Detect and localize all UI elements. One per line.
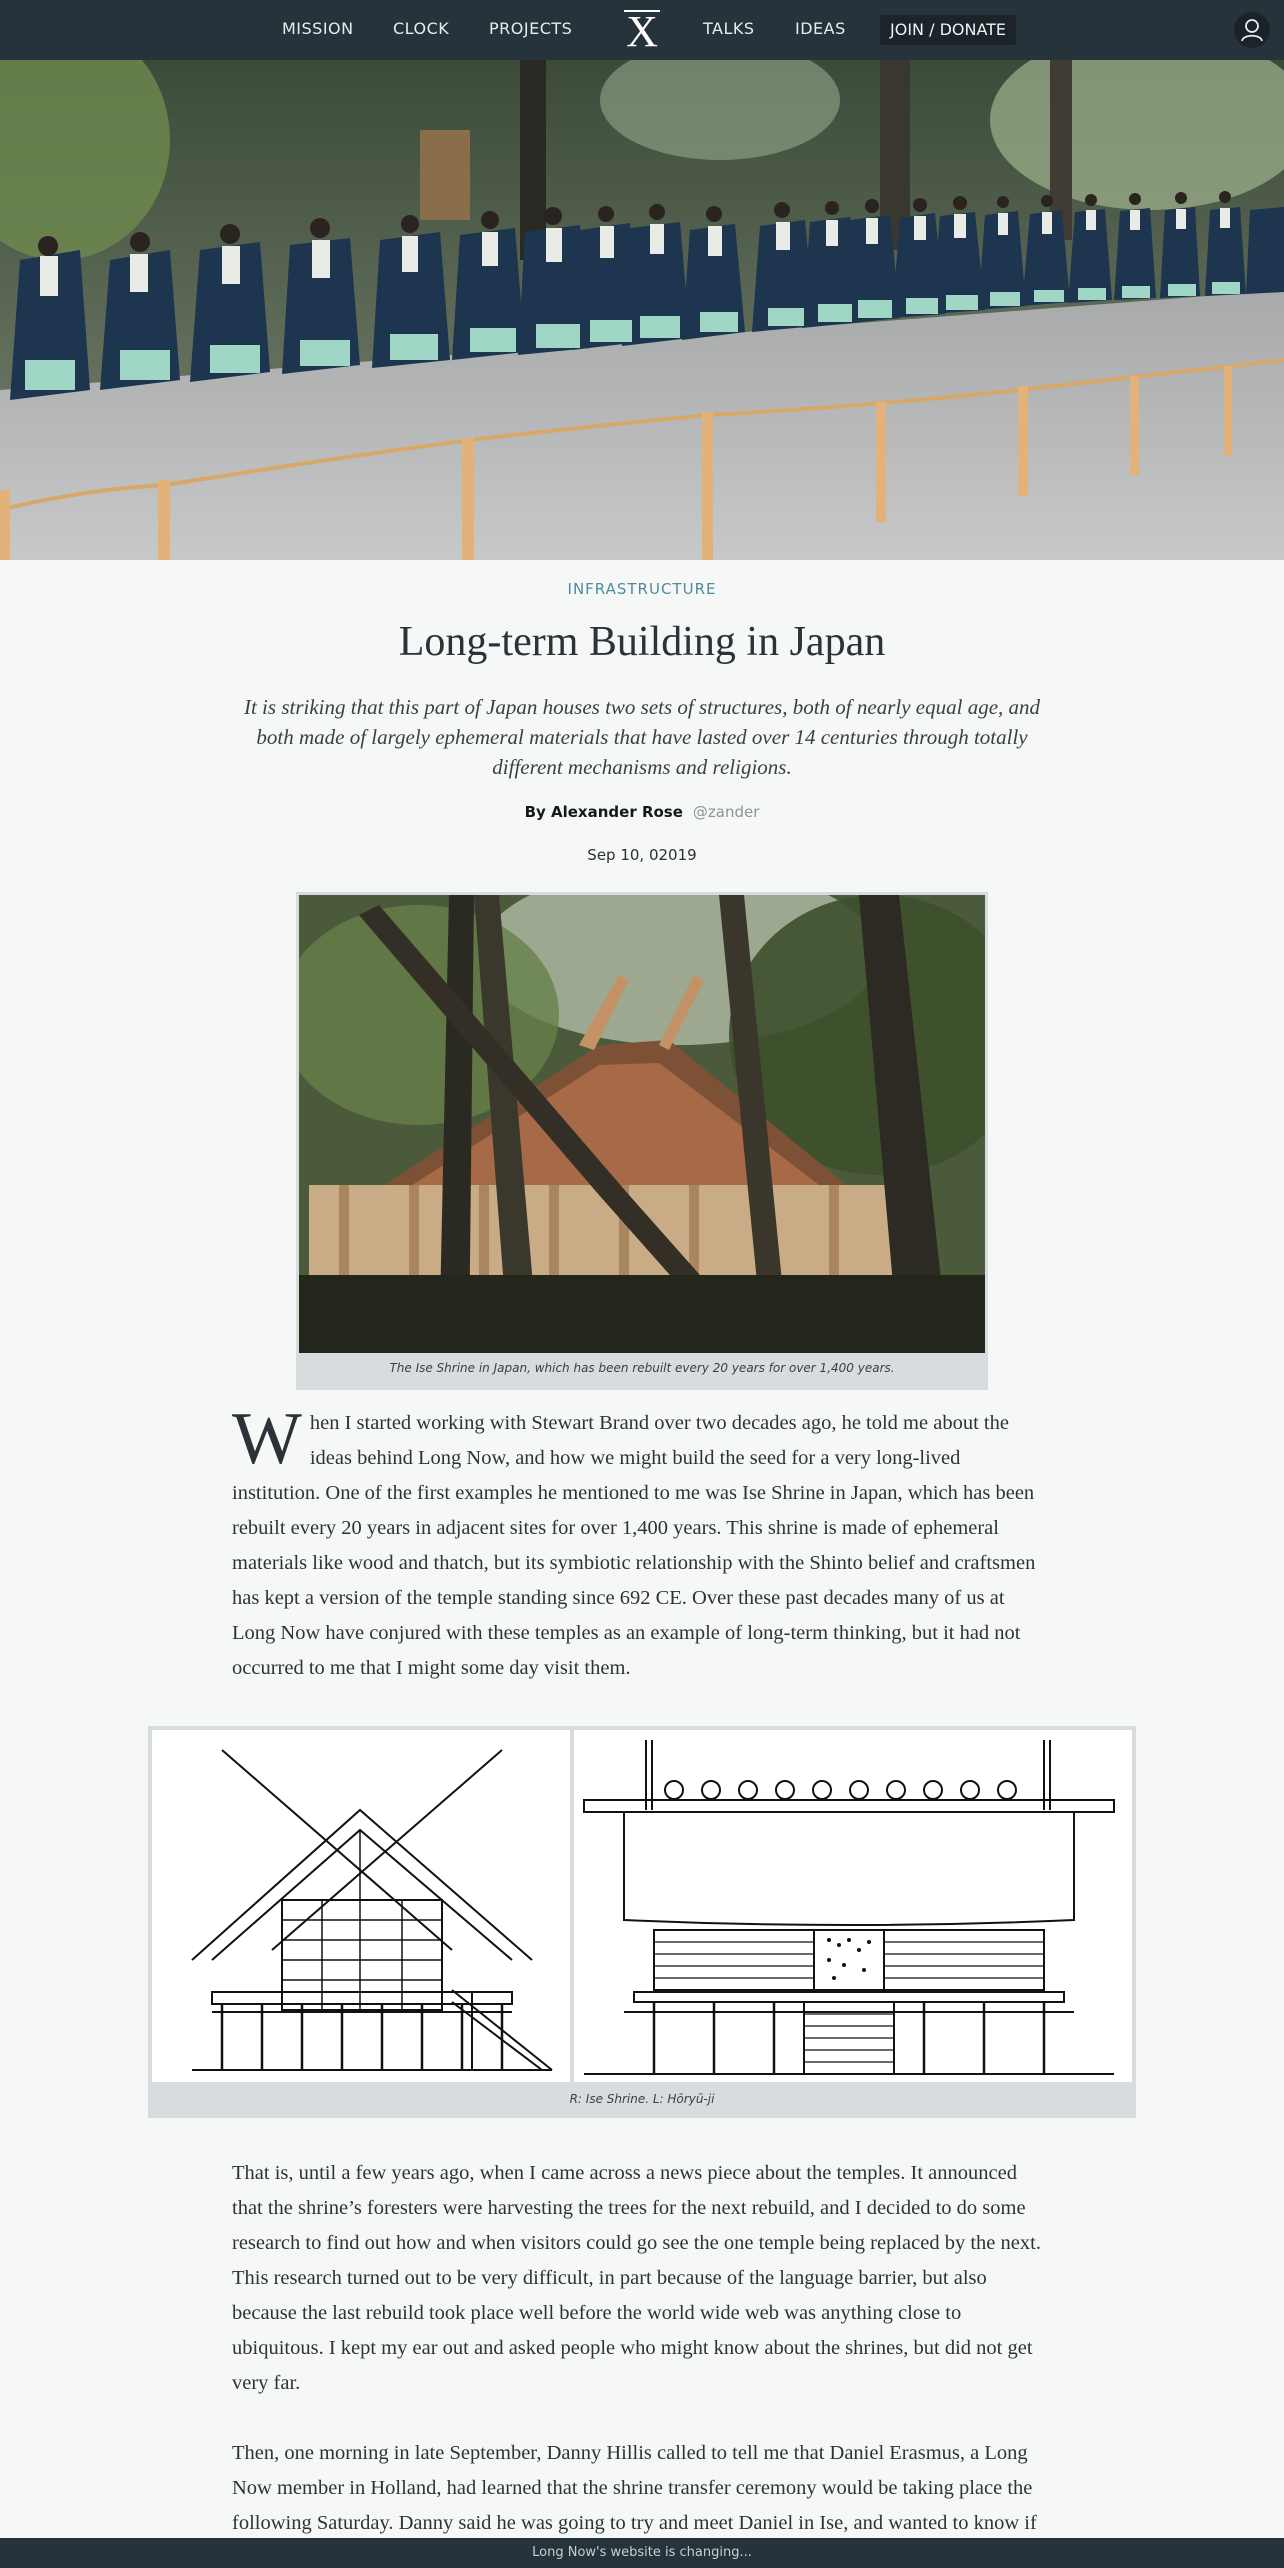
article-subtitle: It is striking that this part of Japan houses two sets of structures, both of nearly equal age, and both made of largely ephemeral materials that have lasted over 14 centuries through totally different mechanisms and religions. (243, 695, 1041, 779)
nav-talks[interactable]: TALKS (703, 19, 755, 38)
publish-date: Sep 10, 02019 (587, 846, 697, 864)
author-handle[interactable]: @zander (692, 803, 760, 821)
top-navigation (0, 0, 1284, 60)
body-paragraph-2: That is, until a few years ago, when I came across a news piece about the temples. It announced that the shrine’s foresters were harvesting the trees for the next rebuild, and I decided to do some research to find out how and when visitors could go see the one temple being replaced by the next. This research turned out to be very difficult, in part because of the language barrier, but also because the last rebuild took place well before the world wide web was anything close to ubiquitous. I kept my ear out and asked people who might know about the shrines, but did not get very far. (232, 2162, 1041, 2394)
drop-cap: W (232, 1398, 302, 1480)
body-paragraph-1 (232, 1398, 1052, 1686)
join-donate-button[interactable]: JOIN / DONATE (880, 15, 1016, 45)
site-change-banner[interactable]: Long Now's website is changing... (0, 2538, 1284, 2568)
nav-mission[interactable]: MISSION (282, 19, 354, 38)
article-category[interactable]: INFRASTRUCTURE (567, 580, 717, 598)
nav-ideas[interactable]: IDEAS (795, 19, 846, 38)
horyuji-drawing (152, 1730, 570, 2082)
byline (0, 803, 1284, 821)
hero-image (0, 60, 1284, 560)
ise-shrine-photo (299, 895, 985, 1353)
figure-ise-shrine (296, 892, 988, 1390)
ise-shrine-drawing (574, 1730, 1132, 2082)
svg-text:X: X (626, 7, 658, 54)
paragraph-1-text: hen I started working with Stewart Brand over two decades ago, he told me about the ideas behind Long Now, and how we might build the seed for a very long-lived institution. One of the first examples he mentioned to me was Ise Shrine in Japan, which has been rebuilt every 20 years in adjacent sites for over 1,400 years. This shrine is made of ephemeral materials like wood and thatch, but its symbiotic relationship with the Shinto belief and craftsmen has kept a version of the temple standing since 692 CE. Over these past decades many of us at Long Now have conjured with these temples as an example of long-term thinking, but it had not occurred to me that I might some day visit them. (232, 1412, 1036, 1679)
nav-clock[interactable]: CLOCK (393, 19, 450, 38)
user-icon (1234, 12, 1270, 48)
long-now-logo[interactable] (620, 6, 664, 54)
figure1-caption: The Ise Shrine in Japan, which has been rebuilt every 20 years for over 1,400 years. (389, 1361, 895, 1375)
body-paragraph-3: Then, one morning in late September, Danny Hillis called to tell me that Daniel Erasmus, a Long Now member in Holland, had learned that the shrine transfer ceremony would be taking place the following Saturday. Danny said he was going to try and meet Daniel in Ise, and wanted to know if (232, 2442, 1037, 2534)
figure2-caption: R: Ise Shrine. L: Hōryū-ji (569, 2092, 715, 2106)
author-name[interactable]: By Alexander Rose (524, 803, 683, 821)
figure-temple-drawings (148, 1726, 1136, 2118)
nav-projects[interactable]: PROJECTS (489, 19, 573, 38)
account-button[interactable] (1234, 12, 1270, 48)
article-title: Long-term Building in Japan (398, 619, 886, 665)
x-logo-icon (620, 6, 664, 54)
